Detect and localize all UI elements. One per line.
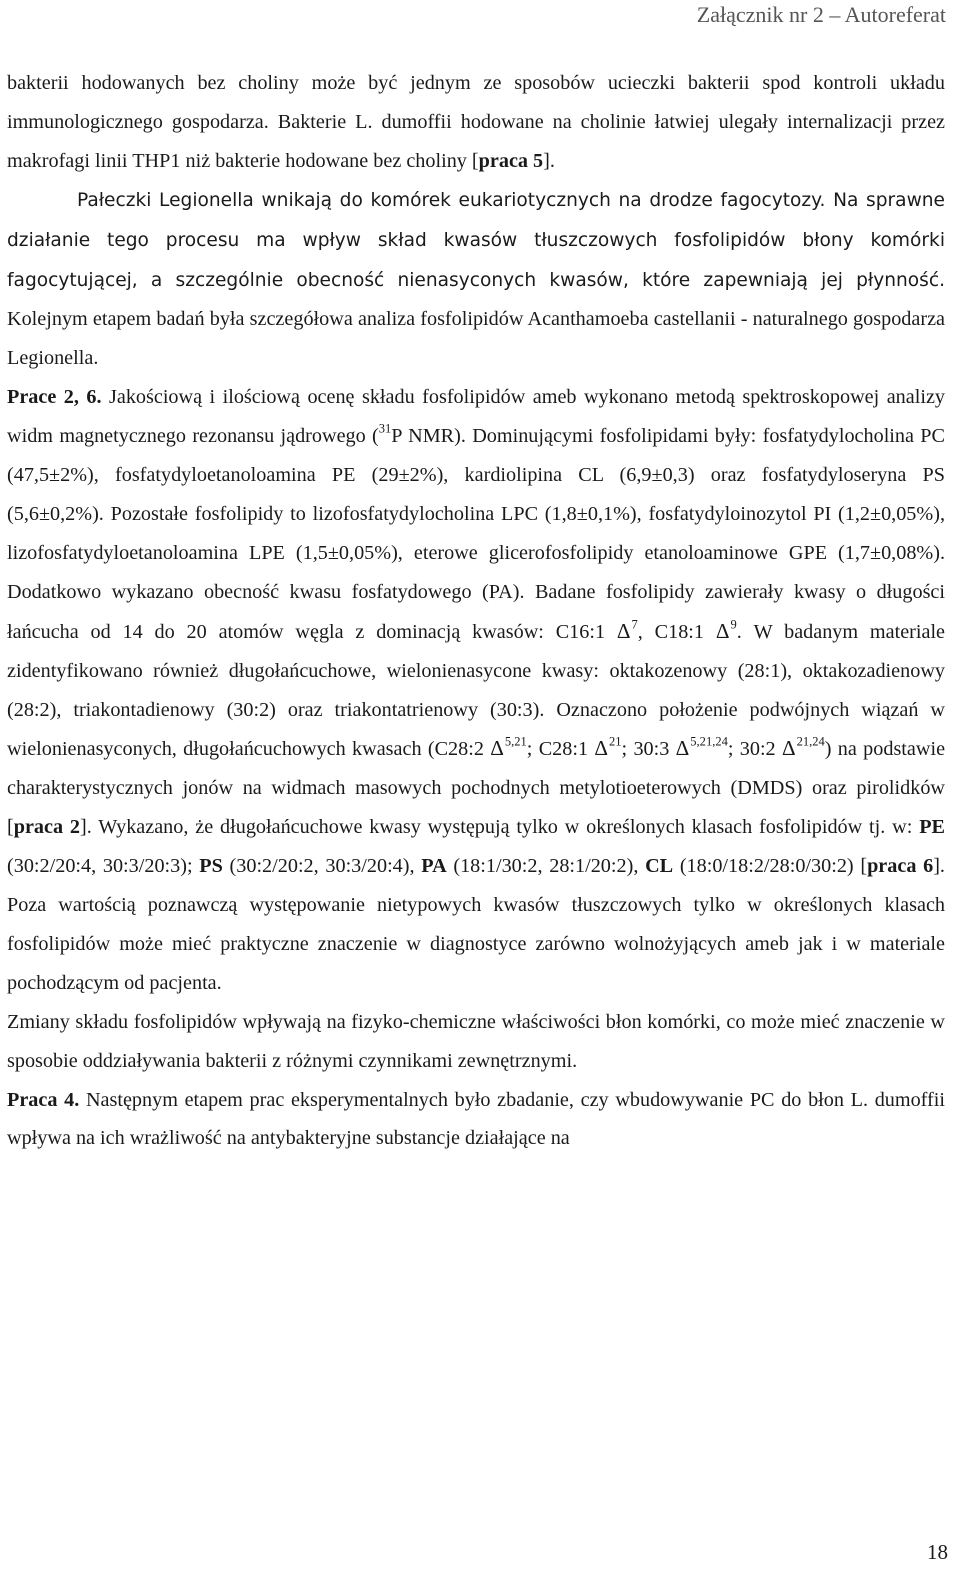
reference-praca-4: Praca 4. [7, 1088, 80, 1111]
reference-praca-6: praca 6 [867, 855, 934, 878]
page-header: Załącznik nr 2 – Autoreferat [696, 2, 946, 27]
text-run: Zmiany składu fosfolipidów wpływają na fizyko-chemiczne właściwości błon komórki, co może mieć znaczenie w sposobie oddziaływania bakterii z różnymi czynnikami zewnętrznymi. [7, 1010, 945, 1072]
delta-superscript: 5,21,24 [690, 735, 728, 750]
reference-praca-5: praca 5 [478, 149, 544, 172]
class-pa: PA [421, 855, 447, 878]
text-run: ) na podstawie charakterystycznych jonów na widmach masowych pochodnych metylotioeterowych (DMDS) oraz pirolidków [ [7, 738, 946, 839]
text-run: ]. [543, 149, 555, 172]
class-cl: CL [645, 855, 674, 878]
text-run: ]. Poza wartością poznawczą występowanie nietypowych kwasów tłuszczowych tylko w określonych klasach fosfolipidów może mieć praktyczne znaczenie w diagnostyce zarówno wolnożyjących ameb jak i w materiale pochodzącym od pacjenta. [7, 855, 945, 994]
delta-symbol: Δ [594, 736, 609, 761]
reference-praca-2: praca 2 [13, 816, 81, 839]
class-pe: PE [919, 816, 945, 839]
text-run: (30:2/20:2, 30:3/20:4), [222, 855, 422, 878]
delta-superscript: 21,24 [796, 735, 825, 750]
text-run: (30:2/20:4, 30:3/20:3); [7, 855, 200, 878]
text-run: Jakościową i ilościową ocenę składu fosfolipidów ameb wykonano metodą spektroskopowej analizy widm magnetycznego rezonansu jądrowego ( [7, 386, 945, 448]
delta-symbol: Δ [616, 618, 631, 643]
text-run: . W badanym materiale zidentyfikowano również długołańcuchowe, wielonienasycone kwasy: oktakozenowy (28:1), oktakozadienowy (28:2), triakontadienowy (30:2) oraz triakontatrienowy (30:3). Oznaczono położenie podwójnych wiązań w wielonienasyconych, długołańcuchowych kwasach (C28:2 [7, 620, 946, 761]
paragraph-5 [7, 1081, 945, 1159]
text-run: ; 30:3 [621, 738, 676, 761]
page-number: 18 [927, 1540, 948, 1564]
class-ps: PS [199, 855, 223, 878]
reference-prace-2-6: Prace 2, 6. [7, 386, 102, 409]
text-run: P NMR). Dominującymi fosfolipidami były: fosfatydylocholina PC (47,5±2%), fosfatydyloetanoloamina PE (29±2%), kardiolipina CL (6,9±0,3) oraz fosfatydyloseryna PS (5,6±0,2%). Pozostałe fosfolipidy to lizofosfatydylocholina LPC (1,8±0,1%), fosfatydyloinozytol PI (1,2±0,05%), lizofosfatydyloetanoloamina LPE (1,5±0,05%), eterowe glicerofosfolipidy etanoloaminowe GPE (1,7±0,08%). Dodatkowo wykazano obecność kwasu fosfatydowego (PA). Badane fosfolipidy zawierały kwasy o długości łańcucha od 14 do 20 atomów węgla z dominacją kwasów: C16:1 [7, 425, 945, 643]
text-run-sans: Pałeczki Legionella wnikają do komórek eukariotycznych na drodze fagocytozy. Na sprawne działanie tego procesu ma wpływ skład kwasów tłuszczowych fosfolipidów błony komórki fagocytującej, a szczególnie obecność nienasyconych kwasów, które zapewniają jej płynność. [7, 189, 945, 291]
paragraph-1 [7, 64, 945, 181]
paragraph-4 [7, 1003, 945, 1081]
delta-symbol: Δ [781, 736, 796, 761]
isotope-superscript: 31 [378, 421, 392, 436]
delta-superscript: 7 [631, 617, 638, 632]
text-run: (18:0/18:2/28:0/30:2) [ [673, 855, 868, 878]
text-run: , C18:1 [637, 620, 716, 643]
paragraph-2 [7, 181, 945, 379]
delta-superscript: 5,21 [504, 735, 527, 750]
text-run: Kolejnym etapem badań była szczegółowa analiza fosfolipidów Acanthamoeba castellanii - naturalnego gospodarza Legionella. [7, 308, 945, 370]
text-run: ]. Wykazano, że długołańcuchowe kwasy występują tylko w określonych klasach fosfolipidów tj. w: [80, 816, 920, 839]
text-run: (18:1/30:2, 28:1/20:2), [446, 855, 646, 878]
delta-superscript: 21 [609, 735, 622, 750]
text-run: Następnym etapem prac eksperymentalnych było zbadanie, czy wbudowywanie PC do błon L. dumoffii wpływa na ich wrażliwość na antybakteryjne substancje działające na [7, 1088, 945, 1150]
delta-superscript: 9 [730, 617, 737, 632]
delta-symbol: Δ [675, 736, 690, 761]
delta-symbol: Δ [715, 618, 730, 643]
text-run: bakterii hodowanych bez choliny może być jednym ze sposobów ucieczki bakterii spod kontroli układu immunologicznego gospodarza. Bakterie L. dumoffii hodowane na cholinie łatwiej ulegały internalizacji przez makrofagi linii THP1 niż bakterie hodowane bez choliny [ [7, 72, 945, 172]
document-body [7, 64, 945, 1158]
delta-symbol: Δ [490, 736, 504, 761]
paragraph-3 [7, 378, 945, 1003]
text-run: ; 30:2 [727, 738, 782, 761]
text-run: ; C28:1 [526, 738, 595, 761]
